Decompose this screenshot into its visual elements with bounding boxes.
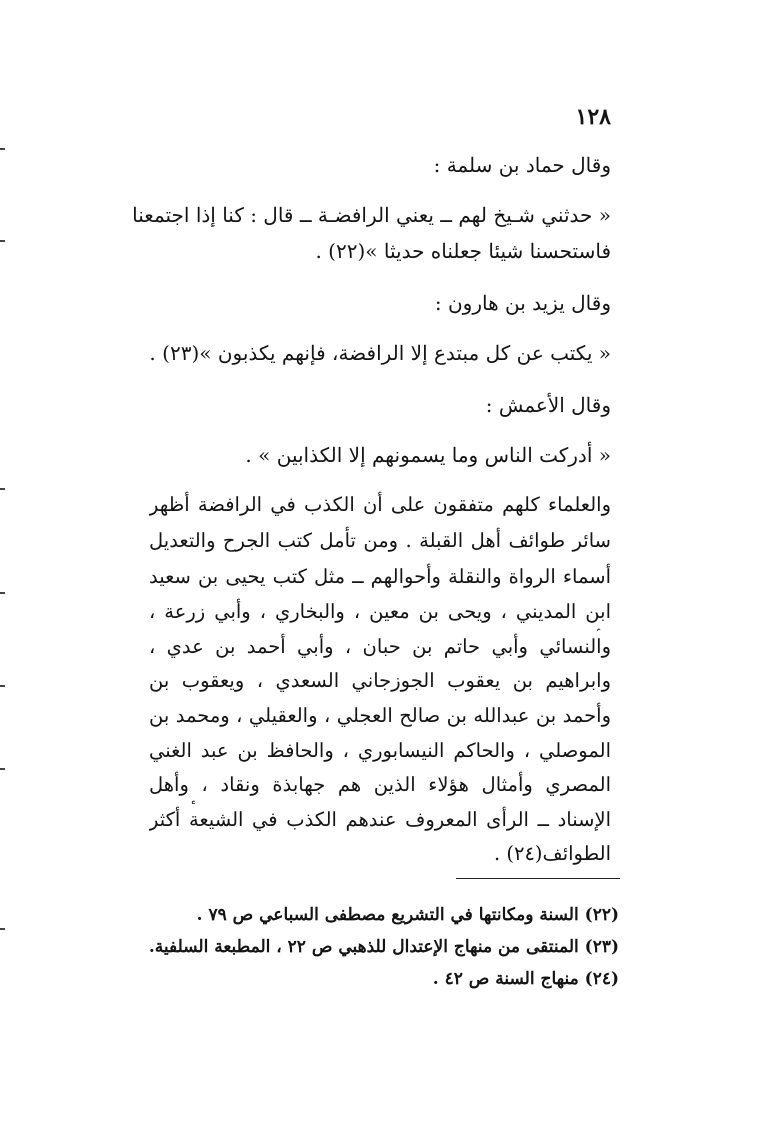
page-number: ١٢٨	[575, 104, 611, 130]
paragraph-line: سائر طوائف أهل القبلة . ومن تأمل كتب الجرح والتعديل	[149, 529, 611, 552]
quote-hammad-line-2: فاستحسنا شيئا جعلناه حديثا »(٢٢) .	[315, 239, 611, 263]
narrator-intro-amash: وقال الأعمش :	[485, 393, 611, 417]
scan-mark	[0, 768, 5, 770]
paragraph-line: المصري وأمثال هؤلاء الذين هم جهابذة ونقاد ، وأهل	[149, 773, 611, 796]
paragraph-line: الموصلي ، والحاكم النيسابوري ، والحافظ بن عبد الغني	[149, 739, 611, 762]
quote-amash: « أدركت الناس وما يسمونهم إلا الكذابين » .	[245, 443, 611, 467]
footnote-22: (٢٢) السنة ومكانتها في التشريع مصطفى السباعي ص ٧٩ .	[196, 905, 619, 925]
paragraph-line: أسماء الرواة والنقلة وأحوالهم ــ مثل كتب يحيى بن سعيد	[149, 565, 611, 588]
quote-yazid: « يكتب عن كل مبتدع إلا الرافضة، فإنهم يكذبون »(٢٣) .	[149, 341, 611, 365]
narrator-intro-hammad: وقال حماد بن سلمة :	[433, 153, 611, 177]
scan-mark	[0, 148, 5, 150]
scan-mark	[0, 240, 5, 242]
scan-mark	[0, 685, 5, 687]
footnote-23: (٢٣) المنتقى من منهاج الإعتدال للذهبي ص ٢٢ ، المطبعة السلفية.	[148, 937, 619, 957]
paragraph-line: والنسائي وأبي حاتم بن حبان ، وأبي أحمد بن عدي ،	[149, 635, 611, 658]
narrator-intro-yazid: وقال يزيد بن هارون :	[434, 291, 611, 315]
quote-hammad-line-1: « حدثني شـيخ لهم ــ يعني الرافضـة ــ قال : كنا إذا اجتمعنا	[132, 203, 611, 227]
footnote-24: (٢٤) منهاج السنة ص ٤٢ .	[432, 969, 619, 989]
scan-mark	[0, 928, 5, 930]
paragraph-line: الإسناد ــ الرأى المعروف عندهم الكذب في الشيعة أكثر	[149, 808, 611, 831]
paragraph-line: وأحمد بن عبدالله بن صالح العجلي ، والعقيلي ، ومحمد بن	[149, 704, 611, 727]
paragraph-line: الطوائف(٢٤) .	[493, 842, 611, 865]
paragraph-line: والعلماء كلهم متفقون على أن الكذب في الرافضة أظهر	[149, 493, 611, 516]
footnote-divider	[456, 878, 620, 879]
scan-mark	[0, 488, 5, 490]
paragraph-line: ابن المديني ، ويحى بن معين ، والبخاري ، وأبي زرعة ،	[149, 600, 611, 623]
scan-mark	[0, 592, 5, 594]
paragraph-line: وابراهيم بن يعقوب الجوزجاني السعدي ، ويعقوب بن	[149, 669, 611, 692]
